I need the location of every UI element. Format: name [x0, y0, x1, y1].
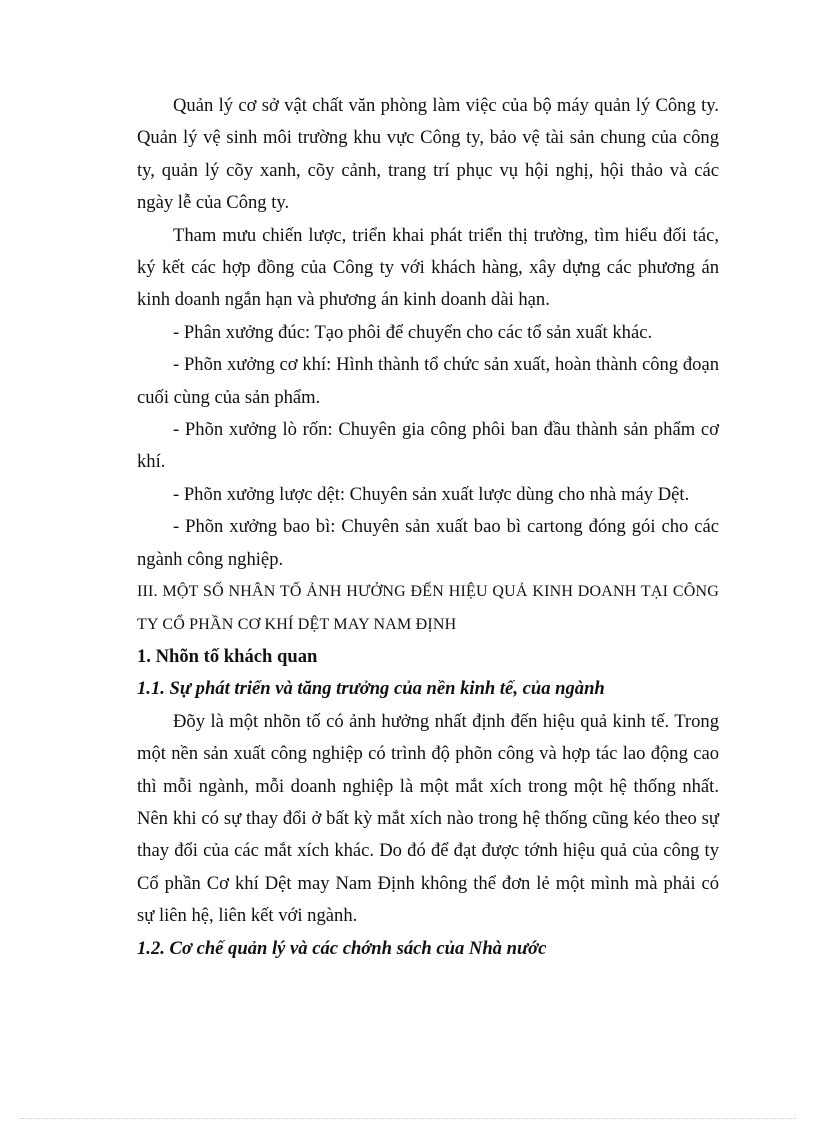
paragraph-economic-factor: Đõy là một nhõn tố có ảnh hưởng nhất định đến hiệu quả kinh tế. Trong một nền sản xuất công nghiệp có trình độ phõn công và hợp tác lao động cao thì mỗi ngành, mỗi doanh nghiệp là một mắt xích trong một hệ thống nhất. Nên khi có sự thay đổi ở bất kỳ mắt xích nào trong hệ thống cũng kéo theo sự thay đổi của các mắt xích khác. Do đó để đạt được tớnh hiệu quả của công ty Cổ phần Cơ khí Dệt may Nam Định không thể đơn lẻ một mình mà phải có sự liên hệ, liên kết với ngành. — [137, 710, 719, 927]
subheading-1-2: 1.2. Cơ chế quản lý và các chớnh sách của Nhà nước — [137, 937, 547, 959]
section-heading-iii: III. MỘT SỐ NHÂN TỐ ẢNH HƯỞNG ĐẾN HIỆU QUẢ KINH DOANH TẠI CÔNG TY CỔ PHẦN CƠ KHÍ DỆT MAY NAM ĐỊNH — [137, 583, 719, 633]
list-item-casting-workshop: - Phân xưởng đúc: Tạo phôi để chuyển cho các tổ sản xuất khác. — [173, 321, 653, 343]
list-item-comb-workshop: - Phõn xưởng lược dệt: Chuyên sản xuất lược dùng cho nhà máy Dệt. — [173, 483, 690, 505]
paragraph-strategy: Tham mưu chiến lược, triển khai phát triển thị trường, tìm hiểu đối tác, ký kết các hợp đồng của Công ty với khách hàng, xây dựng các phương án kinh doanh ngắn hạn và phương án kinh doanh dài hạn. — [137, 224, 719, 311]
page-body — [137, 90, 719, 965]
list-item-mechanical-workshop: - Phõn xưởng cơ khí: Hình thành tổ chức sản xuất, hoàn thành công đoạn cuối cùng của sản phẩm. — [137, 354, 719, 408]
list-item-packaging-workshop: - Phõn xưởng bao bì: Chuyên sản xuất bao bì cartong đóng gói cho các ngành công nghiệp. — [137, 516, 719, 570]
list-item-forging-workshop: - Phõn xưởng lò rốn: Chuyên gia công phôi ban đầu thành sản phẩm cơ khí. — [137, 419, 719, 473]
subheading-1-1: 1.1. Sự phát triển và tăng trưởng của nền kinh tế, của ngành — [137, 678, 605, 700]
paragraph-office-management: Quản lý cơ sở vật chất văn phòng làm việc của bộ máy quản lý Công ty. Quản lý vệ sinh môi trường khu vực Công ty, bảo vệ tài sản chung của công ty, quản lý cõy xanh, cõy cảnh, trang trí phục vụ hội nghị, hội thảo và các ngày lễ của Công ty. — [137, 95, 719, 214]
page-bottom-divider — [20, 1118, 796, 1119]
heading-objective-factors: 1. Nhõn tố khách quan — [137, 645, 318, 667]
